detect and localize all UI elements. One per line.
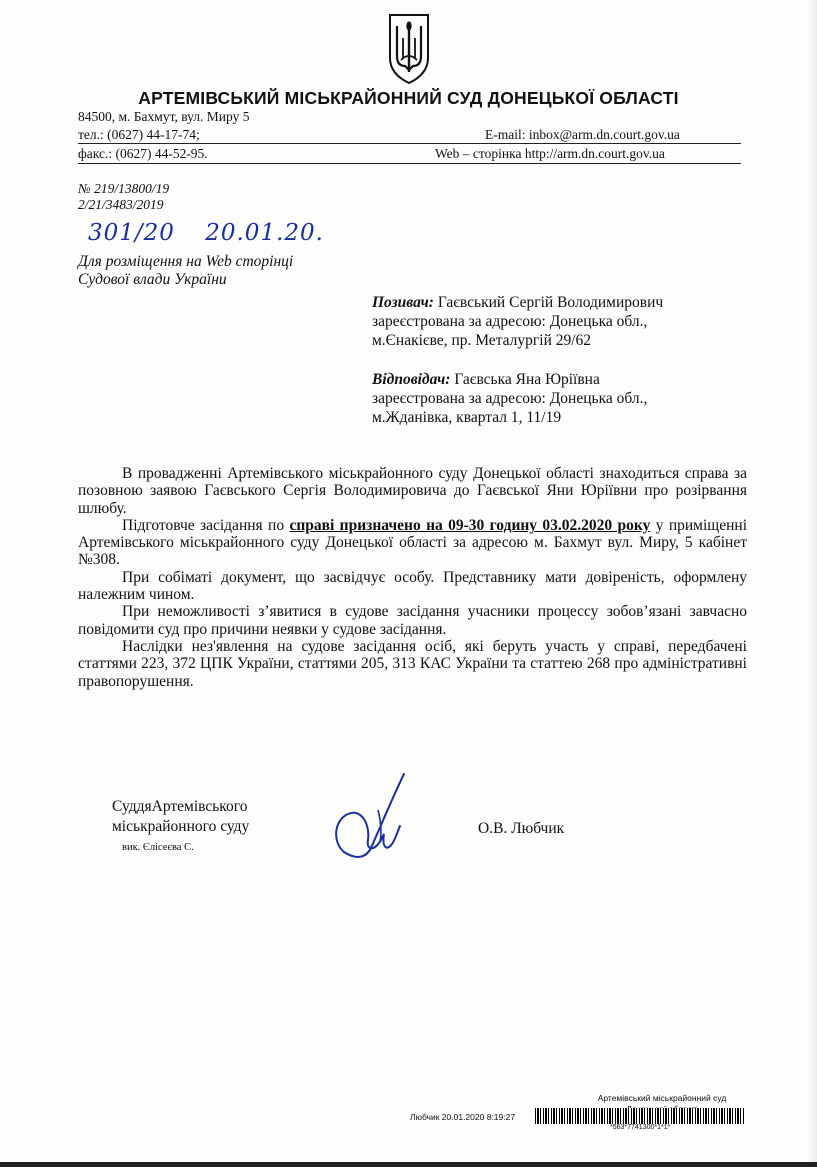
body-paragraph: При неможливості з’явитися в судове засідання учасники процессу зобов’язані завчасно повідомити суд про причини неявки у судове засідання. <box>78 603 747 638</box>
judge-title-line: міськрайонного суду <box>112 818 250 835</box>
judge-title <box>112 797 249 837</box>
court-name: АРТЕМІВСЬКИЙ МІСЬКРАЙОННИЙ СУД ДОНЕЦЬКОЇ ОБЛАСТІ <box>138 88 679 108</box>
plaintiff-name: Гаєвський Сергій Володимирович <box>433 294 664 311</box>
publish-note <box>78 253 293 289</box>
scan-bottom-edge <box>0 1162 817 1167</box>
executor-note: вик. Єлісеєва С. <box>122 842 194 853</box>
barcode <box>535 1108 745 1124</box>
case-numbers <box>78 181 169 213</box>
defendant-address-line: м.Жданівка, квартал 1, 11/19 <box>372 409 562 426</box>
plaintiff-label: Позивач: <box>372 294 434 311</box>
coat-of-arms-icon <box>387 12 431 86</box>
case-number: № 219/13800/19 <box>78 181 170 196</box>
body-text-span: Підготовче засідання по <box>122 516 290 534</box>
body-text-span: у приміщенні Артемівського міськрайонного суду Донецької області за адресою м. Бахмут вул. Миру, 5 кабінет №308. <box>78 516 747 569</box>
handwritten-registration <box>88 220 346 246</box>
handwritten-outgoing-number: 301/20 <box>88 220 175 246</box>
handwritten-date: 20.01.20. <box>205 220 324 246</box>
court-fax: факс.: (0627) 44-52-95. <box>78 146 208 161</box>
scan-edge-shadow <box>807 0 817 1167</box>
body-paragraph: Наслідки нез'явлення на судове засідання осіб, які беруть участь у справі, передбачені статтями 223, 372 ЦПК України, статтями 205, 313 КАС України та статтею 268 про адміністративні правопорушення. <box>78 637 747 690</box>
stamp-court-line: Артемівський міськрайонний суд <box>597 1093 727 1103</box>
defendant-name: Гаєвська Яна Юріївна <box>450 371 600 388</box>
court-website: Web – сторінка http://arm.dn.court.gov.ua <box>435 146 665 161</box>
plaintiff-address-line: м.Єнакієве, пр. Металургій 29/62 <box>372 332 592 349</box>
defendant-label: Відповідач: <box>372 371 451 388</box>
handwritten-signature <box>326 770 426 865</box>
defendant-block <box>372 370 752 427</box>
publish-note-line: Судової влади України <box>78 271 227 288</box>
publish-note-line: Для розміщення на Web сторінці <box>78 253 294 270</box>
plaintiff-address-line: зареєстрована за адресою: Донецька обл., <box>372 313 648 330</box>
defendant-address-line: зареєстрована за адресою: Донецька обл., <box>372 390 648 407</box>
stamp-meta: Любчик 20.01.2020 8:19:27 <box>410 1112 516 1122</box>
body-paragraph: В провадженні Артемівського міськрайонного суду Донецької області знаходиться справа за позовною заявою Гаєвського Сергія Володимировича до Гаєвської Яни Юріївни про розірвання шлюбу. <box>78 465 747 517</box>
judge-title-line: СуддяАртемівського <box>112 798 248 815</box>
registration-stamp <box>410 1088 745 1158</box>
header-divider-bottom <box>78 163 741 164</box>
court-address: 84500, м. Бахмут, вул. Миру 5 <box>78 109 250 124</box>
hearing-date-text: справі призначено на 09-30 годину 03.02.2020 року <box>289 516 651 534</box>
court-email: E-mail: inbox@arm.dn.court.gov.ua <box>485 127 680 142</box>
summons-body <box>78 465 747 690</box>
plaintiff-block <box>372 293 752 350</box>
court-phone: тел.: (0627) 44-17-74; <box>78 127 200 142</box>
barcode-code: *563*7741300*1*1* <box>610 1124 671 1131</box>
body-paragraph <box>78 517 747 569</box>
judge-name: О.В. Любчик <box>478 820 565 837</box>
header-divider <box>78 143 741 144</box>
body-paragraph: При собіматі документ, що засвідчує особу. Представнику мати довіреність, оформлену належним чином. <box>78 568 747 604</box>
proceeding-number: 2/21/3483/2019 <box>78 197 164 212</box>
